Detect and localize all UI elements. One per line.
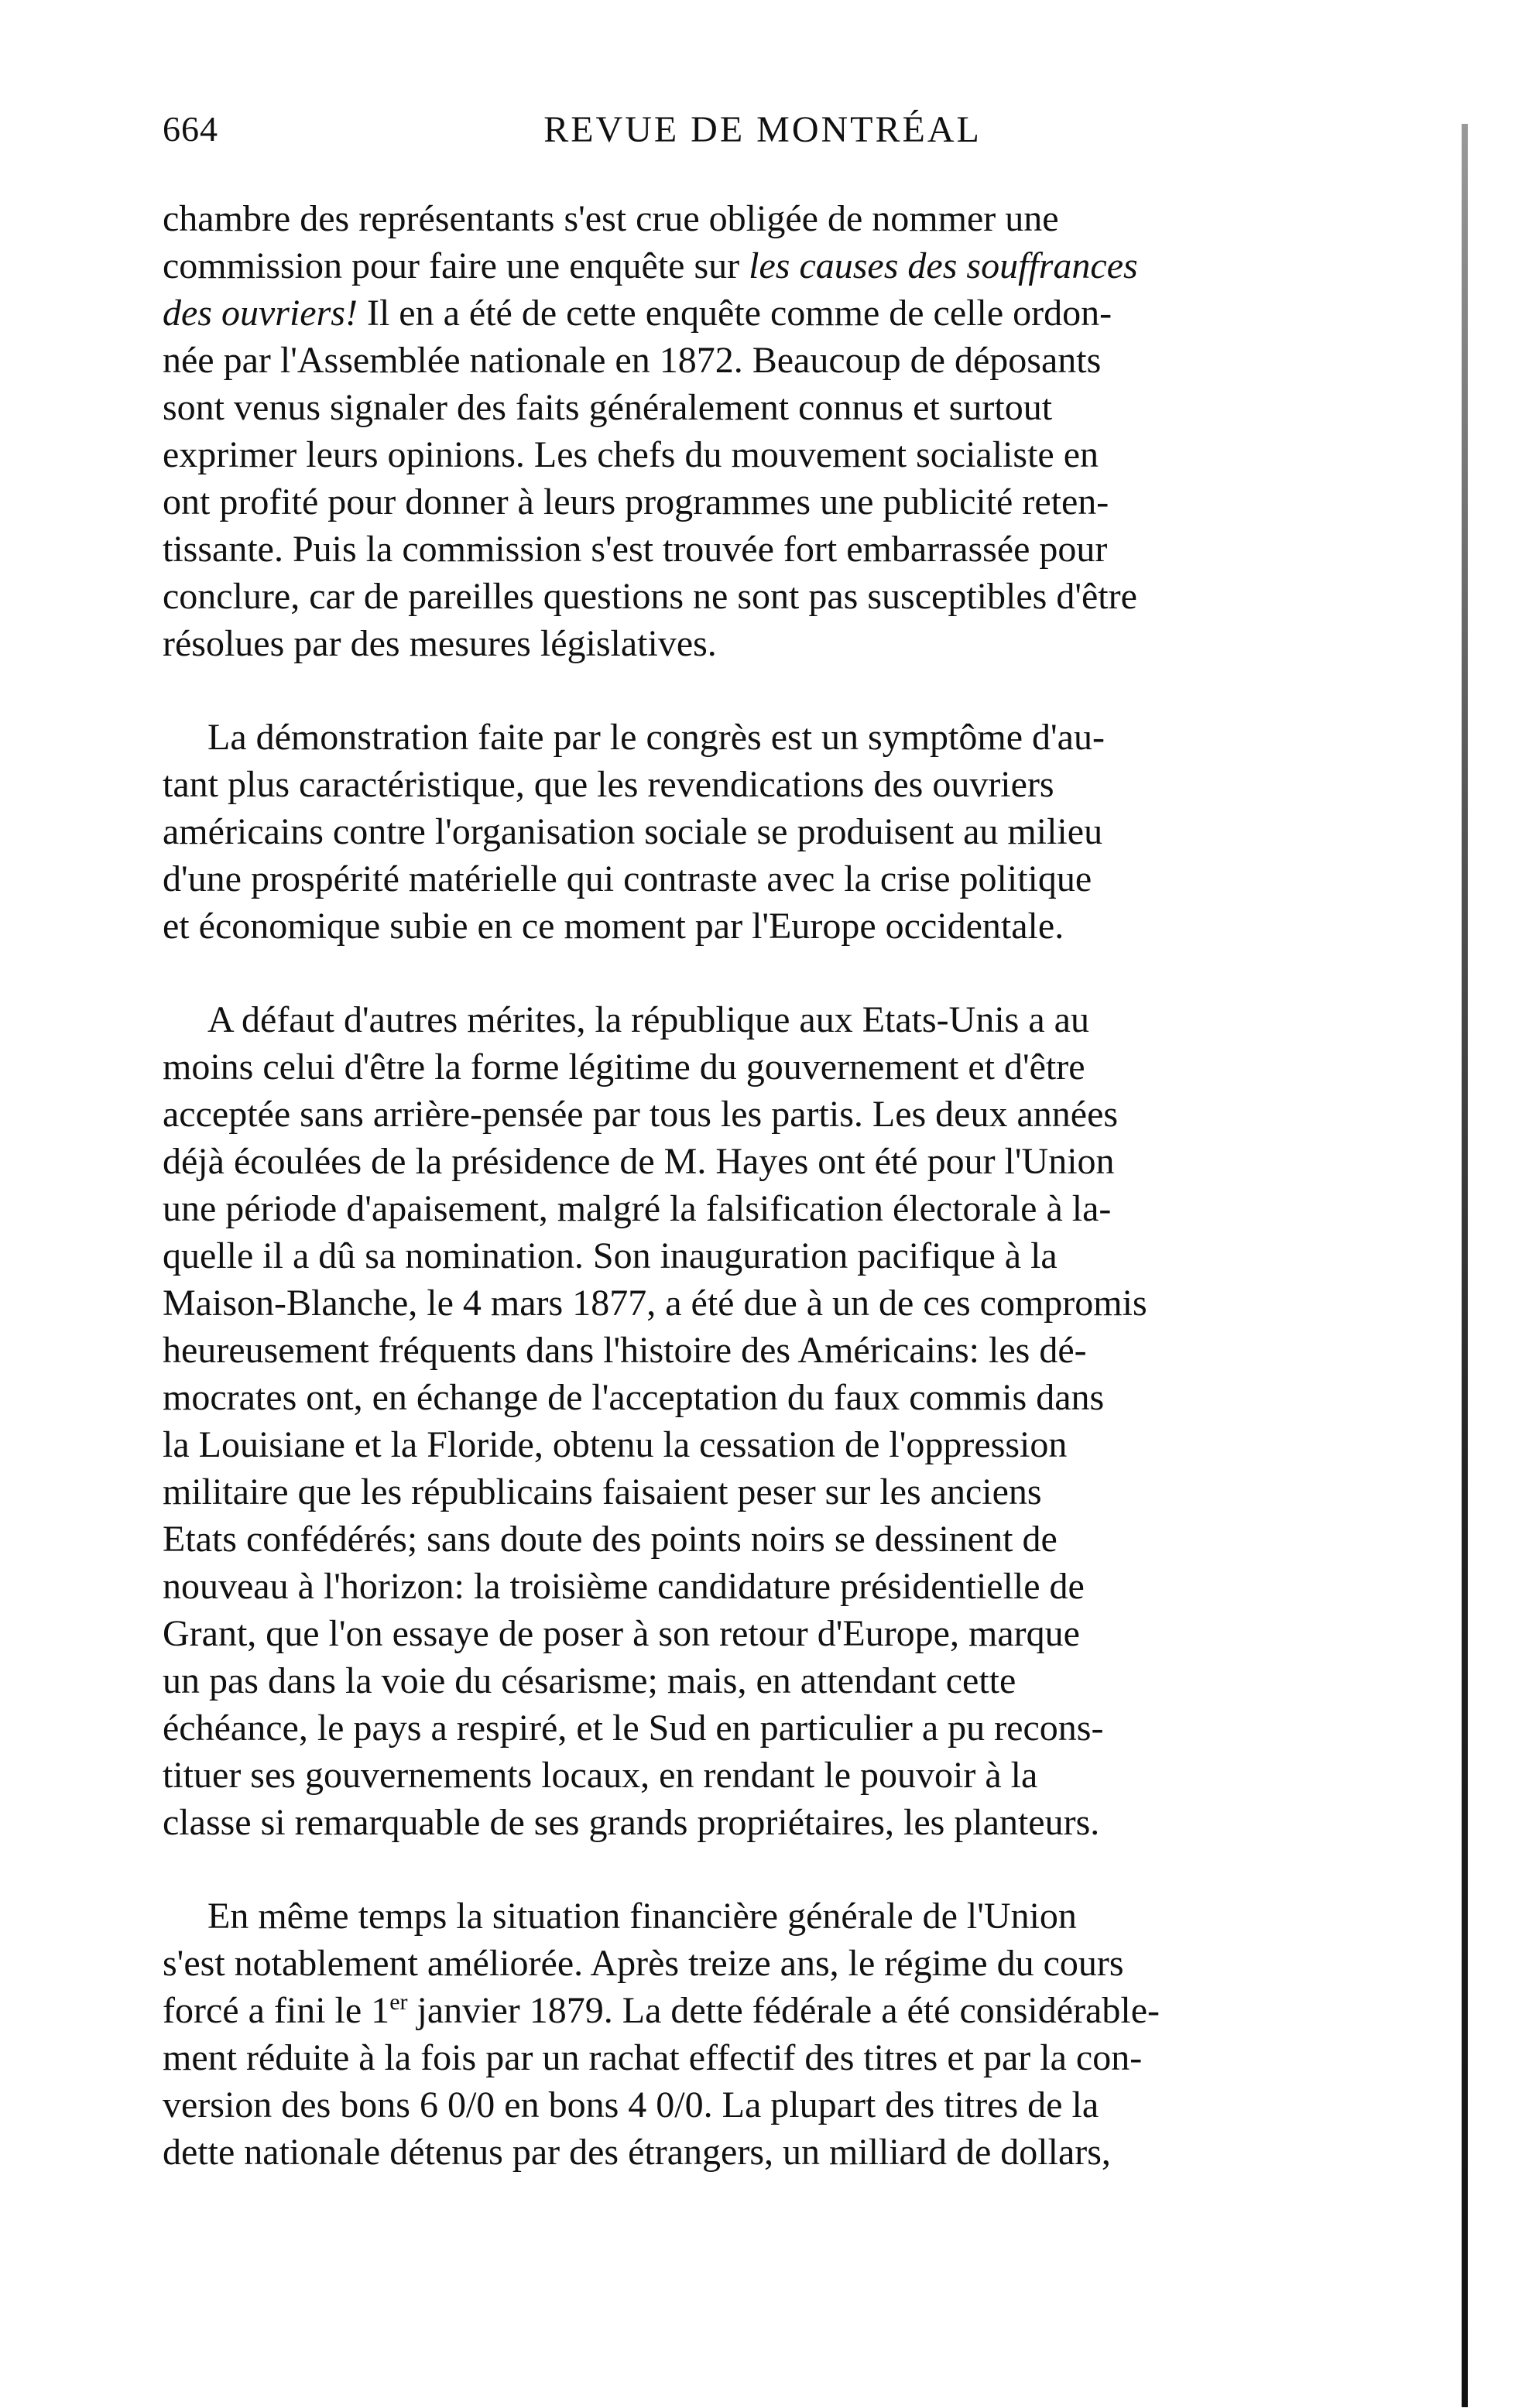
text-run: janvier 1879. La dette fédérale a été considérable- [407, 1990, 1160, 2031]
text-line: acceptée sans arrière-pensée par tous les partis. Les deux années [163, 1094, 1119, 1135]
text-line: conclure, car de pareilles questions ne sont pas susceptibles d'être [163, 576, 1137, 617]
text-line: ment réduite à la fois par un rachat effectif des titres et par la con- [163, 2037, 1143, 2078]
text-line: américains contre l'organisation sociale se produisent au milieu [163, 811, 1103, 852]
text-line: militaire que les républicains faisaient peser sur les anciens [163, 1471, 1042, 1512]
text-line: la Louisiane et la Floride, obtenu la cessation de l'oppression [163, 1424, 1068, 1465]
running-title: REVUE DE MONTRÉAL [543, 109, 982, 150]
text-run: commission pour faire une enquête sur [163, 245, 740, 286]
text-line: née par l'Assemblée nationale en 1872. Beaucoup de déposants [163, 340, 1102, 381]
text-line: nouveau à l'horizon: la troisième candidature présidentielle de [163, 1566, 1085, 1607]
text-line: La démonstration faite par le congrès est un symptôme d'au- [207, 717, 1105, 758]
text-line: une période d'apaisement, malgré la falsification électorale à la- [163, 1188, 1112, 1229]
text-line: tituer ses gouvernements locaux, en rendant le pouvoir à la [163, 1755, 1038, 1796]
page-number: 664 [163, 109, 218, 149]
text-line: heureusement fréquents dans l'histoire des Américains: les dé- [163, 1330, 1087, 1371]
text-line: version des bons 6 0/0 en bons 4 0/0. La plupart des titres de la [163, 2084, 1099, 2125]
paragraph-1 [163, 195, 1363, 667]
paragraph-2 [163, 714, 1363, 950]
paragraph-3 [163, 996, 1363, 1846]
text-line: Etats confédérés; sans doute des points noirs se dessinent de [163, 1519, 1058, 1560]
text-line: Grant, que l'on essaye de poser à son retour d'Europe, marque [163, 1613, 1080, 1654]
text-run: forcé a fini le 1 [163, 1990, 390, 2031]
italic-text: des ouvriers! [163, 293, 358, 334]
superscript: er [389, 1989, 408, 2015]
text-line [163, 289, 1363, 337]
text-run: Il en a été de cette enquête comme de celle ordon- [357, 293, 1112, 334]
text-line: moins celui d'être la forme légitime du gouvernement et d'être [163, 1046, 1085, 1088]
text-line: ont profité pour donner à leurs programmes une publicité reten- [163, 481, 1109, 522]
page-header [163, 108, 1363, 170]
text-line: sont venus signaler des faits généralement connus et surtout [163, 387, 1053, 428]
edge-line [1462, 124, 1468, 2407]
italic-text: les causes des souffrances [749, 245, 1138, 286]
text-line: échéance, le pays a respiré, et le Sud en particulier a pu recons- [163, 1708, 1104, 1749]
text-line: s'est notablement améliorée. Après treize ans, le régime du cours [163, 1943, 1124, 1984]
page-edge-shadow [1457, 124, 1480, 2407]
paragraph-4 [163, 1892, 1363, 2176]
body-text [163, 195, 1363, 2176]
text-line: et économique subie en ce moment par l'Europe occidentale. [163, 906, 1064, 947]
text-line: résolues par des mesures législatives. [163, 623, 717, 664]
text-line: exprimer leurs opinions. Les chefs du mouvement socialiste en [163, 434, 1099, 475]
text-line: d'une prospérité matérielle qui contraste avec la crise politique [163, 858, 1092, 899]
text-line [163, 1987, 1363, 2034]
text-line: Maison-Blanche, le 4 mars 1877, a été due à un de ces compromis [163, 1283, 1147, 1324]
text-line: quelle il a dû sa nomination. Son inauguration pacifique à la [163, 1235, 1058, 1276]
text-line: déjà écoulées de la présidence de M. Hayes ont été pour l'Union [163, 1141, 1115, 1182]
text-line: tant plus caractéristique, que les revendications des ouvriers [163, 764, 1054, 805]
text-line: A défaut d'autres mérites, la république aux Etats-Unis a au [207, 999, 1089, 1040]
text-line: mocrates ont, en échange de l'acceptation du faux commis dans [163, 1377, 1105, 1418]
text-line: classe si remarquable de ses grands propriétaires, les planteurs. [163, 1802, 1100, 1843]
text-line: un pas dans la voie du césarisme; mais, en attendant cette [163, 1660, 1016, 1701]
text-line: dette nationale détenus par des étrangers, un milliard de dollars, [163, 2132, 1111, 2173]
text-line: En même temps la situation financière générale de l'Union [207, 1896, 1077, 1937]
text-line: chambre des représentants s'est crue obligée de nommer une [163, 198, 1059, 239]
text-line: tissante. Puis la commission s'est trouvée fort embarrassée pour [163, 529, 1108, 570]
text-line [163, 242, 1363, 289]
